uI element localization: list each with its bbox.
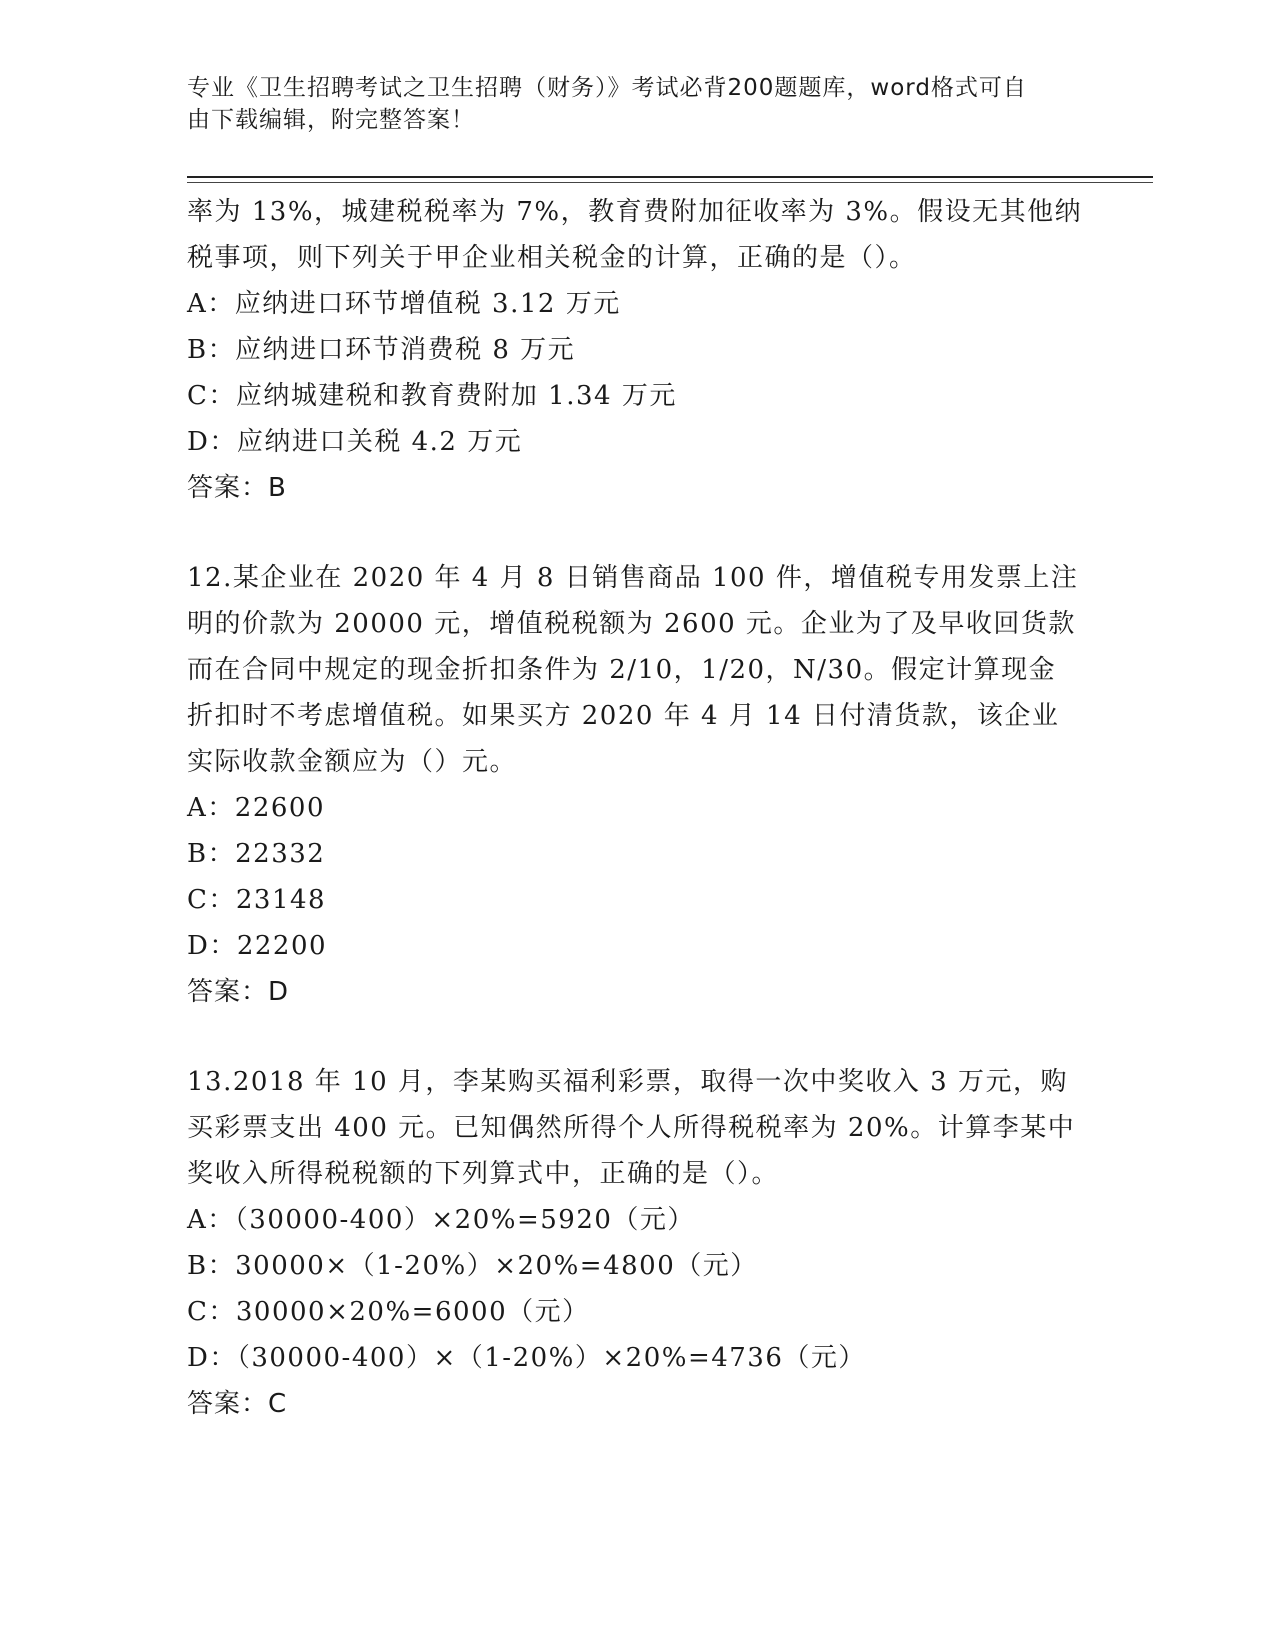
- spacer: [187, 511, 1087, 555]
- question-13-stem-line-1: 13.2018 年 10 月，李某购买福利彩票，取得一次中奖收入 3 万元，购: [187, 1067, 1068, 1097]
- question-12-option-b: B：22332: [187, 839, 326, 869]
- question-12-stem-line-5: 实际收款金额应为（）元。: [187, 747, 518, 777]
- question-12-stem-line-1: 12.某企业在 2020 年 4 月 8 日销售商品 100 件，增值税专用发票上注: [187, 563, 1079, 593]
- document-body: [187, 189, 1087, 1427]
- question-12: [187, 555, 1087, 1015]
- question-12-stem-line-4: 折扣时不考虑增值税。如果买方 2020 年 4 月 14 日付清货款，该企业: [187, 701, 1060, 731]
- question-11: [187, 189, 1087, 511]
- question-12-stem-line-3: 而在合同中规定的现金折扣条件为 2/10，1/20，N/30。假定计算现金: [187, 655, 1057, 685]
- question-13-option-d: D：（30000-400）×（1-20%）×20%=4736（元）: [187, 1343, 866, 1373]
- question-13: [187, 1059, 1087, 1427]
- document-header: [187, 72, 1067, 136]
- question-11-answer: 答案：B: [187, 473, 287, 503]
- question-11-stem-line-1: 率为 13%，城建税税率为 7%，教育费附加征收率为 3%。假设无其他纳: [187, 197, 1083, 227]
- question-11-stem-line-2: 税事项，则下列关于甲企业相关税金的计算，正确的是（）。: [187, 243, 917, 273]
- header-title-line-2: 由下载编辑，附完整答案！: [187, 107, 475, 133]
- header-title-line-1: 专业《卫生招聘考试之卫生招聘（财务）》考试必背200题题库，word格式可自: [187, 75, 1027, 101]
- question-12-option-c: C：23148: [187, 885, 327, 915]
- question-12-option-d: D：22200: [187, 931, 328, 961]
- question-12-stem-line-2: 明的价款为 20000 元，增值税税额为 2600 元。企业为了及早收回货款: [187, 609, 1076, 639]
- header-divider-thick: [187, 176, 1153, 178]
- question-13-option-a: A：（30000-400）×20%=5920（元）: [187, 1205, 695, 1235]
- question-13-stem-line-3: 奖收入所得税税额的下列算式中，正确的是（）。: [187, 1159, 780, 1189]
- header-divider-thin: [187, 182, 1153, 183]
- question-13-stem-line-2: 买彩票支出 400 元。已知偶然所得个人所得税税率为 20%。计算李某中: [187, 1113, 1076, 1143]
- question-11-option-c: C：应纳城建税和教育费附加 1.34 万元: [187, 381, 677, 411]
- question-13-option-b: B：30000×（1-20%）×20%=4800（元）: [187, 1251, 758, 1281]
- question-13-answer: 答案：C: [187, 1389, 288, 1419]
- question-11-option-d: D：应纳进口关税 4.2 万元: [187, 427, 523, 457]
- question-12-answer: 答案：D: [187, 977, 290, 1007]
- question-12-option-a: A：22600: [187, 793, 325, 823]
- spacer: [187, 1015, 1087, 1059]
- question-11-option-b: B：应纳进口环节消费税 8 万元: [187, 335, 576, 365]
- question-11-option-a: A：应纳进口环节增值税 3.12 万元: [187, 289, 621, 319]
- question-13-option-c: C：30000×20%=6000（元）: [187, 1297, 590, 1327]
